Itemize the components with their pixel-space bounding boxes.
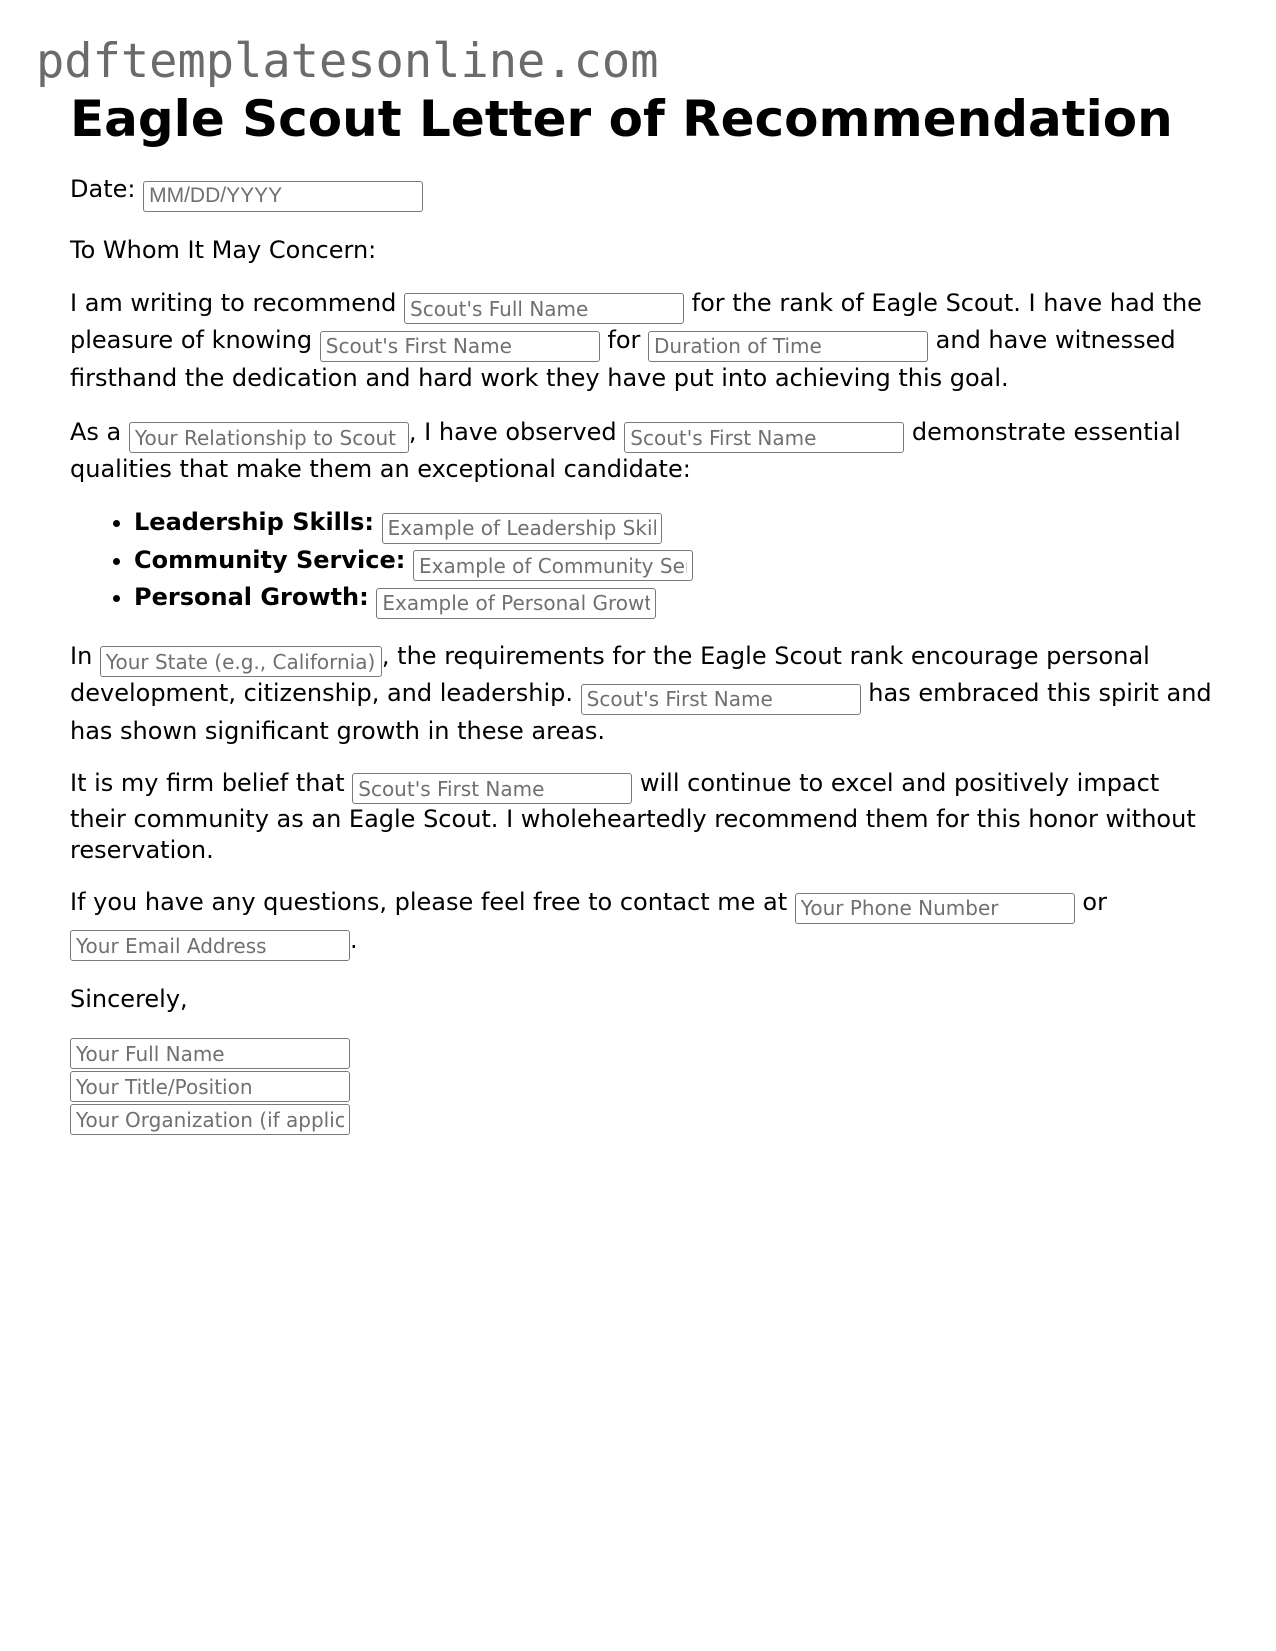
intro-text-4: and have witnessed firsthand the dedication and hard work they have put into achieving this goal. [70, 326, 1176, 392]
scout-first-name-input[interactable] [352, 773, 632, 804]
contact-text-1: If you have any questions, please feel free to contact me at [70, 888, 795, 916]
title-position-input[interactable] [70, 1071, 350, 1102]
community-label: Community Service: [134, 545, 406, 574]
watermark-text: pdftemplatesonline.com [36, 34, 659, 89]
email-input[interactable] [70, 930, 350, 961]
intro-text-2: for the rank of Eagle Scout. I have had the pleasure of knowing [70, 288, 1202, 354]
paragraph-intro [70, 287, 1220, 395]
belief-text-1: It is my firm belief that [70, 768, 353, 797]
page-title: Eagle Scout Letter of Recommendation [70, 90, 1173, 148]
qualities-list [70, 506, 1220, 619]
list-item [134, 506, 1220, 544]
relationship-text-2: , I have observed [408, 417, 625, 446]
growth-example-input[interactable] [376, 588, 656, 619]
contact-text-2: or [1074, 888, 1107, 916]
relationship-input[interactable] [129, 422, 409, 453]
paragraph-contact [70, 886, 1220, 961]
salutation: To Whom It May Concern: [70, 235, 377, 264]
paragraph-relationship [70, 416, 1220, 487]
list-item [134, 581, 1220, 619]
community-example-input[interactable] [413, 550, 693, 581]
relationship-text-1: As a [70, 417, 129, 446]
letter-form [70, 88, 1220, 1137]
leadership-example-input[interactable] [382, 513, 662, 544]
phone-input[interactable] [795, 893, 1075, 924]
paragraph-belief [70, 768, 1220, 867]
scout-full-name-input[interactable] [404, 293, 684, 324]
duration-input[interactable] [648, 331, 928, 362]
full-name-input[interactable] [70, 1038, 350, 1069]
date-row [70, 173, 1220, 212]
intro-text-1: I am writing to recommend [70, 288, 405, 317]
contact-text-3: . [350, 925, 358, 954]
state-input[interactable] [100, 646, 382, 677]
scout-first-name-input[interactable] [581, 684, 861, 715]
paragraph-state [70, 640, 1220, 748]
state-text-1: In [70, 641, 100, 670]
organization-input[interactable] [70, 1104, 350, 1135]
closing: Sincerely, [70, 985, 188, 1013]
leadership-label: Leadership Skills: [134, 508, 374, 536]
scout-first-name-input[interactable] [320, 331, 600, 362]
date-label: Date: [70, 175, 136, 203]
signature-block [70, 1038, 1220, 1135]
state-text-2: , the requirements for the Eagle Scout rank encourage personal development, citizenship, and leadership. [70, 641, 1150, 707]
intro-text-3: for [599, 326, 649, 354]
growth-label: Personal Growth: [134, 583, 369, 611]
state-text-3: has embraced this spirit and has shown significant growth in these areas. [70, 679, 1212, 745]
list-item [134, 544, 1220, 582]
scout-first-name-input[interactable] [624, 422, 904, 453]
belief-text-2: will continue to excel and positively impact their community as an Eagle Scout. I wholeheartedly recommend them for this honor without reservation. [70, 768, 1196, 864]
date-input[interactable] [143, 181, 423, 212]
relationship-text-3: demonstrate essential qualities that make them an exceptional candidate: [70, 417, 1181, 483]
